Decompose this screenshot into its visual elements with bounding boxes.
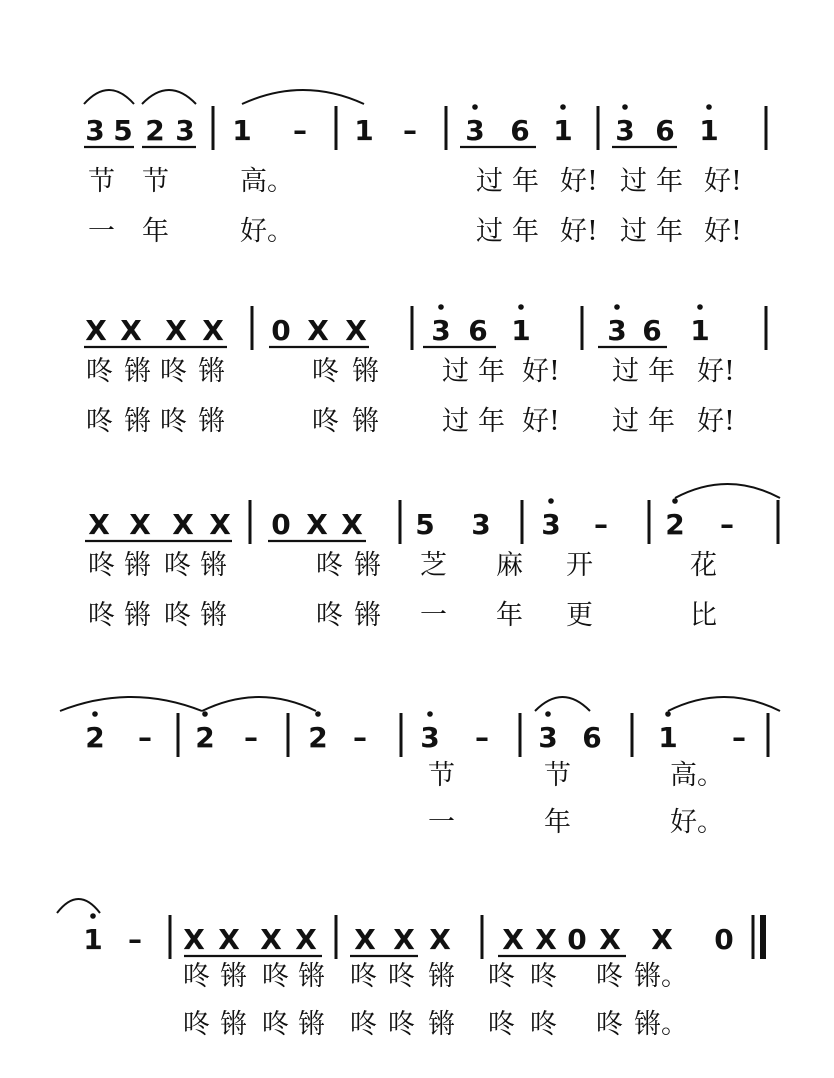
row5-lyric-1-char: 咚 [596, 961, 623, 992]
row4-note-3-high: 3 [538, 721, 558, 754]
row1-lyric-2-char: 好! [560, 216, 598, 247]
row1-note-6: 6 [655, 114, 675, 147]
row5-lyric-1-char: 锵 [298, 961, 325, 992]
row1-dash: – [293, 114, 307, 147]
row5-slur [57, 899, 100, 913]
row3-lyric-1-char: 开 [566, 550, 593, 581]
row2-percussion-x: X [120, 314, 142, 347]
row2-lyric-1-char: 好! [522, 356, 560, 387]
row1-note-2: 2 [145, 114, 165, 147]
row2-lyric-1-char: 好! [697, 356, 735, 387]
row5-percussion-x: X [599, 923, 621, 956]
row3-note-5: 5 [415, 508, 435, 541]
row5-lyric-1-char: 咚 [388, 961, 415, 992]
row4-lyric-1-char: 节 [544, 760, 571, 791]
row2-percussion-x: X [85, 314, 107, 347]
row4-dash: – [475, 721, 489, 754]
row5-lyric-2-char: 咚 [388, 1009, 415, 1040]
row1-lyric-1-char: 节 [142, 166, 169, 197]
row4-octave-dot [665, 711, 671, 717]
row4-dash: – [732, 721, 746, 754]
row1-note-1: 1 [232, 114, 252, 147]
row5-percussion-x: X [218, 923, 240, 956]
row5-lyric-2-char: 咚 [262, 1009, 289, 1040]
row1-lyric-2-char: 好。 [240, 216, 294, 247]
row4-slur [535, 697, 590, 711]
row3-lyric-1-char: 锵 [200, 550, 227, 581]
final-barline-thick [760, 915, 766, 959]
row2-percussion-x: X [345, 314, 367, 347]
row1-slur [84, 90, 134, 104]
row3-note-2-high: 2 [665, 508, 685, 541]
row4-slur [202, 697, 316, 711]
row2-lyric-2-char: 好! [697, 406, 735, 437]
row3-percussion-x: X [306, 508, 328, 541]
row2-note-1-high: 1 [690, 314, 710, 347]
row4-lyric-1-char: 节 [428, 760, 455, 791]
row3-note-3: 3 [471, 508, 491, 541]
row5-lyric-2-char: 锵 [428, 1009, 455, 1040]
row5-percussion-x: X [393, 923, 415, 956]
row2-lyric-2-char: 年 [478, 406, 505, 437]
row1-octave-dot [622, 104, 628, 110]
row1-note-1: 1 [354, 114, 374, 147]
row1-note-1-high: 1 [553, 114, 573, 147]
row3-lyric-1-char: 锵 [124, 550, 151, 581]
row2-note-3-high: 3 [607, 314, 627, 347]
row3-dash: – [594, 508, 608, 541]
row3-lyric-1-char: 咚 [164, 550, 191, 581]
row3-lyric-2-char: 锵 [200, 600, 227, 631]
row2-lyric-1-char: 年 [478, 356, 505, 387]
row1-lyric-2-char: 好! [704, 216, 742, 247]
row5-percussion-x: X [183, 923, 205, 956]
row2-lyric-2-char: 锵 [352, 406, 379, 437]
row5-lyric-2-char: 咚 [530, 1009, 557, 1040]
row1-note-6: 6 [510, 114, 530, 147]
row5-lyric-2-char: 锵 [298, 1009, 325, 1040]
row5-note-1-high: 1 [83, 923, 103, 956]
row1-note-3: 3 [175, 114, 195, 147]
row2-lyric-1-char: 锵 [352, 356, 379, 387]
row2-percussion-x: X [165, 314, 187, 347]
row5-percussion-x: X [429, 923, 451, 956]
row1-lyric-1-char: 好! [704, 166, 742, 197]
row3-lyric-2-char: 年 [496, 600, 523, 631]
row3-slur [675, 484, 780, 498]
row3-lyric-1-char: 花 [690, 550, 717, 581]
row1-lyric-2-char: 过 [476, 216, 503, 247]
row4-octave-dot [315, 711, 321, 717]
row1-dash: – [403, 114, 417, 147]
row1-slur [242, 90, 364, 104]
row5-lyric-1-char: 锵。 [634, 961, 688, 992]
row2-lyric-2-char: 锵 [124, 406, 151, 437]
row1-note-3-high: 3 [465, 114, 485, 147]
row1-lyric-1-char: 过 [620, 166, 647, 197]
row5-rest-0: 0 [714, 923, 734, 956]
row2-note-6: 6 [642, 314, 662, 347]
row2-lyric-1-char: 锵 [198, 356, 225, 387]
row1-lyric-2-char: 过 [620, 216, 647, 247]
row3-octave-dot [548, 498, 554, 504]
row4-octave-dot [202, 711, 208, 717]
row1-lyric-2-char: 一 [88, 216, 115, 247]
row1-note-3: 3 [85, 114, 105, 147]
row2-lyric-1-char: 咚 [160, 356, 187, 387]
row2-percussion-x: X [202, 314, 224, 347]
row4-note-3-high: 3 [420, 721, 440, 754]
row5-percussion-x: X [354, 923, 376, 956]
row5-lyric-1-char: 咚 [262, 961, 289, 992]
row3-lyric-2-char: 咚 [88, 600, 115, 631]
row2-lyric-2-char: 锵 [198, 406, 225, 437]
row5-lyric-2-char: 锵 [220, 1009, 247, 1040]
row3-lyric-1-char: 咚 [88, 550, 115, 581]
row1-lyric-1-char: 年 [656, 166, 683, 197]
row1-lyric-2-char: 年 [142, 216, 169, 247]
row3-lyric-1-char: 芝 [420, 550, 447, 581]
row3-lyric-2-char: 比 [690, 600, 717, 631]
row1-lyric-1-char: 好! [560, 166, 598, 197]
row4-lyric-2-char: 好。 [670, 807, 724, 838]
row2-note-1-high: 1 [511, 314, 531, 347]
row5-octave-dot [90, 913, 96, 919]
row2-lyric-1-char: 锵 [124, 356, 151, 387]
row4-note-2-high: 2 [85, 721, 105, 754]
row2-lyric-2-char: 好! [522, 406, 560, 437]
row4-slur [60, 697, 202, 711]
row2-lyric-2-char: 年 [648, 406, 675, 437]
row1-note-1-high: 1 [699, 114, 719, 147]
row3-lyric-2-char: 锵 [354, 600, 381, 631]
row2-lyric-1-char: 过 [442, 356, 469, 387]
row1-octave-dot [472, 104, 478, 110]
row3-dash: – [720, 508, 734, 541]
row5-lyric-2-char: 咚 [488, 1009, 515, 1040]
row4-slur [668, 697, 780, 711]
row5-lyric-2-char: 咚 [596, 1009, 623, 1040]
row5-percussion-x: X [295, 923, 317, 956]
row2-octave-dot [697, 304, 703, 310]
row3-lyric-2-char: 咚 [316, 600, 343, 631]
row2-rest-0: 0 [271, 314, 291, 347]
row2-octave-dot [518, 304, 524, 310]
row4-note-2-high: 2 [195, 721, 215, 754]
row5-lyric-1-char: 锵 [428, 961, 455, 992]
row2-percussion-x: X [307, 314, 329, 347]
row3-percussion-x: X [129, 508, 151, 541]
row3-percussion-x: X [209, 508, 231, 541]
row2-lyric-1-char: 过 [612, 356, 639, 387]
row3-lyric-2-char: 咚 [164, 600, 191, 631]
row4-dash: – [353, 721, 367, 754]
row5-lyric-2-char: 咚 [350, 1009, 377, 1040]
row5-lyric-1-char: 锵 [220, 961, 247, 992]
row5-lyric-1-char: 咚 [350, 961, 377, 992]
row5-lyric-2-char: 咚 [183, 1009, 210, 1040]
row1-slur [142, 90, 196, 104]
row5-percussion-x: X [651, 923, 673, 956]
row5-rest-0: 0 [567, 923, 587, 956]
row2-note-6: 6 [468, 314, 488, 347]
row2-lyric-1-char: 咚 [86, 356, 113, 387]
row1-lyric-2-char: 年 [512, 216, 539, 247]
row2-lyric-2-char: 过 [442, 406, 469, 437]
row4-lyric-2-char: 年 [544, 807, 571, 838]
row2-lyric-2-char: 咚 [160, 406, 187, 437]
row4-lyric-2-char: 一 [428, 807, 455, 838]
row2-lyric-1-char: 咚 [312, 356, 339, 387]
row5-percussion-x: X [260, 923, 282, 956]
row5-dash: – [128, 923, 142, 956]
row4-lyric-1-char: 高。 [670, 760, 724, 791]
row1-note-5: 5 [113, 114, 133, 147]
row1-lyric-1-char: 年 [512, 166, 539, 197]
row2-octave-dot [438, 304, 444, 310]
row5-lyric-1-char: 咚 [530, 961, 557, 992]
row2-lyric-2-char: 咚 [86, 406, 113, 437]
row2-lyric-1-char: 年 [648, 356, 675, 387]
row1-octave-dot [560, 104, 566, 110]
row4-dash: – [138, 721, 152, 754]
row4-note-1-high: 1 [658, 721, 678, 754]
row3-rest-0: 0 [271, 508, 291, 541]
row3-percussion-x: X [172, 508, 194, 541]
row3-note-3-high: 3 [541, 508, 561, 541]
row4-octave-dot [427, 711, 433, 717]
row5-lyric-1-char: 咚 [183, 961, 210, 992]
row2-octave-dot [614, 304, 620, 310]
row1-note-3-high: 3 [615, 114, 635, 147]
row3-lyric-2-char: 锵 [124, 600, 151, 631]
row2-note-3-high: 3 [431, 314, 451, 347]
row3-percussion-x: X [341, 508, 363, 541]
row4-octave-dot [92, 711, 98, 717]
row3-lyric-2-char: 更 [566, 600, 593, 631]
row3-lyric-1-char: 咚 [316, 550, 343, 581]
row1-lyric-1-char: 节 [88, 166, 115, 197]
row3-lyric-1-char: 麻 [496, 550, 523, 581]
row1-lyric-1-char: 高。 [240, 166, 294, 197]
row2-lyric-2-char: 咚 [312, 406, 339, 437]
row4-octave-dot [545, 711, 551, 717]
row2-lyric-2-char: 过 [612, 406, 639, 437]
row1-lyric-2-char: 年 [656, 216, 683, 247]
row3-lyric-2-char: 一 [420, 600, 447, 631]
row3-lyric-1-char: 锵 [354, 550, 381, 581]
row5-lyric-1-char: 咚 [488, 961, 515, 992]
row4-dash: – [244, 721, 258, 754]
row3-percussion-x: X [88, 508, 110, 541]
row4-note-6: 6 [582, 721, 602, 754]
row5-lyric-2-char: 锵。 [634, 1009, 688, 1040]
row5-percussion-x: X [502, 923, 524, 956]
row3-octave-dot [672, 498, 678, 504]
row5-percussion-x: X [535, 923, 557, 956]
row4-note-2-high: 2 [308, 721, 328, 754]
row1-octave-dot [706, 104, 712, 110]
row1-lyric-1-char: 过 [476, 166, 503, 197]
